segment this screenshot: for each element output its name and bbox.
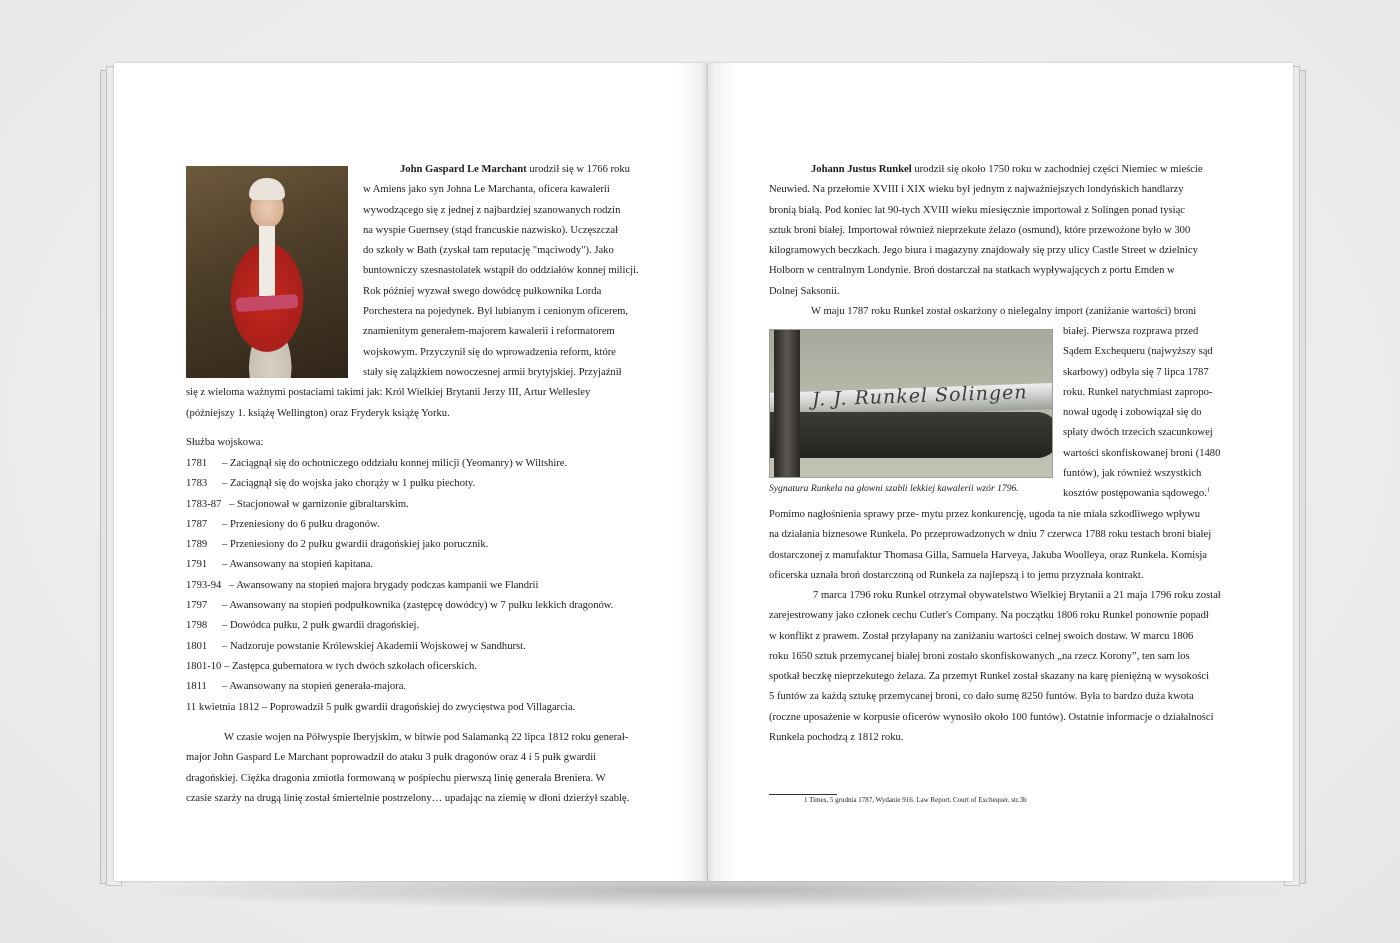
- service-row: 1787 – Przeniesiony do 6 pułku dragonów.: [186, 518, 380, 530]
- gutter-shadow-left: [677, 63, 707, 881]
- service-row-last: 11 kwietnia 1812 – Poprowadził 5 pułk gwardii dragońskiej do zwycięstwa pod Villagarcia.: [186, 701, 576, 713]
- service-row: 1793-94 – Awansowany na stopień majora brygady podczas kampanii we Flandrii: [186, 579, 539, 591]
- footnote-mark: 1: [1206, 486, 1211, 494]
- service-row: 1781 – Zaciągnął się do ochotniczego oddziału konnej milicji (Yeomanry) w Wiltshire.: [186, 458, 568, 469]
- footnote-rule: [769, 794, 837, 795]
- service-row: 1797 – Awansowany na stopień podpułkownika (zastępcę dowódcy) w 7 pułku lekkich dragonów.: [186, 600, 614, 612]
- sword-signature-image: [769, 329, 1053, 478]
- service-row: 1801 – Nadzoruje powstanie Królewskiej Akademii Wojskowej w Sandhurst.: [186, 640, 526, 652]
- salamanca-paragraph: W czasie wojen na Półwyspie Iberyjskim, w bitwie pod Salamanką 22 lipca 1812 roku generał- major John Gaspard Le Marchant poprowadził do ataku 3 pułk dragonów oraz 4 i 5 pułk gwardii dragońskiej. Ciężka dragonia zmiotła formowaną w pośpiechu pierwszą linię generała Breniera. W czasie szarży na drugą linię został śmiertelnie postrzelony… upadając na ziemię w dłoni dzierżył szablę.: [186, 732, 630, 804]
- service-row: 1783 – Zaciągnął się do wojska jako chorąży w 1 pułku piechoty.: [186, 478, 476, 490]
- court-case-column: białej. Pierwsza rozprawa przed Sądem Exchequeru (najwyższy sąd skarbowy) odbyła się 7 lipca 1787 roku. Runkel natychmiast zapropo- nował ugodę i zobowiązał się do spłaty dwóch trzecich szacunkowej wartości skonfiskowanej broni (1480 funtów), jak również wszystkich kosztów postępowania sądowego.$^1$: [1063, 326, 1221, 500]
- engraved-signature: J. J. Runkel Solingen: [811, 381, 1028, 411]
- citizenship-paragraph: 7 marca 1796 roku Runkel otrzymał obywatelstwo Wielkiej Brytanii a 21 maja 1796 roku został zarejestrowany jako członek cechu Cutler's Company. Na początku 1806 roku Runkel ponownie popadł w konflikt z prawem. Został przyłapany na zaniżaniu wartości celnej swoich dostaw. W marcu 1806 roku 1650 sztuk przemycanej białej broni zostało skonfiskowanych „na rzecz Korony”, ten sam los spotkał beczkę nieprzekutego żelaza. Za przemyt Runkel został skazany na karę pieniężną w wysokości 5 funtów za każdą sztukę przemycanej broni, co dało sumę 8250 funtów. Była to bardzo duża kwota (roczne uposażenie w korpusie oficerów wynosiło około 100 funtów). Ostatnie informacje o działalności Runkela pochodzą z 1812 roku.: [769, 590, 1221, 744]
- service-list: [186, 454, 656, 718]
- le-marchant-name: John Gaspard Le Marchant: [400, 164, 527, 175]
- service-row: 1811 – Awansowany na stopień generała-majora.: [186, 681, 407, 693]
- runkel-intro: Johann Justus Runkel urodził się około 1750 roku w zachodniej części Niemiec w mieście Neuwied. Na przełomie XVIII i XIX wieku był jednym z najważniejszych londyńskich handlarzy bronią białą. Pod koniec lat 90-tych XVIII wieku miesięcznie importował z Solingen ponad tysiąc sztuk broni białej. Importował również nieprzekute żelazo (osmund), które przewożone było w 300 kilogramowych beczkach. Jego biura i magazyny znajdowały się przy ulicy Castle Street w dzielnicy Holborn w centralnym Londynie. Broń dostarczał na statkach wypływających z portu Emden w Dolnej Saksonii. W maju 1787 roku Runkel został oskarżony o nielegalny import (zaniżanie wartości) broni: [769, 164, 1203, 318]
- service-row: 1783-87 – Stacjonował w garnizonie gibraltarskim.: [186, 498, 409, 510]
- service-heading: Służba wojskowa:: [186, 437, 264, 448]
- right-page: [708, 63, 1293, 881]
- footnote: 1 Times, 5 grudnia 1787, Wydanie 916. Law Report. Court of Exchequer. str.3b: [804, 796, 1027, 804]
- le-marchant-intro: John Gaspard Le Marchant urodził się w 1766 roku w Amiens jako syn Johna Le Marchanta, oficera kawalerii wywodzącego się z jednej z najbardziej szanowanych rodzin na wyspie Guernsey (stąd francuskie nazwisko). Uczęszczał do szkoły w Bath (zyskał tam reputację "mąciwody"). Jako buntowniczy szesnastolatek wstąpił do oddziałów konnej milicji. Rok później wyzwał swego dowódcę pułkownika Lorda Porchestera na pojedynek. Był lubianym i cenionym oficerem, znamienitym generałem-majorem kawalerii i reformatorem wojskowym. Przyczynił się do wprowadzenia reform, które stały się zalążkiem nowoczesnej armii brytyjskiej. Przyjaźnił się z wieloma ważnymi postaciami takimi jak: Król Wielkiej Brytanii Jerzy III, Artur Wellesley (późniejszy 1. książę Wellington) oraz Fryderyk książę Yorku.: [186, 164, 639, 419]
- runkel-name: Johann Justus Runkel: [811, 164, 912, 175]
- service-row: 1789 – Przeniesiony do 2 pułku gwardii dragońskiej jako porucznik.: [186, 539, 489, 551]
- image-caption: Sygnatura Runkela na głowni szabli lekkiej kawalerii wzór 1796.: [769, 483, 1019, 494]
- service-row: 1798 – Dowódca pułku, 2 pułk gwardii dragońskiej.: [186, 620, 420, 632]
- service-row: 1791 – Awansowany na stopień kapitana.: [186, 559, 374, 571]
- service-row: 1801-10 – Zastępca gubernatora w tych dwóch szkołach oficerskich.: [186, 660, 477, 672]
- left-page: [114, 63, 707, 881]
- gutter-shadow-right: [708, 63, 738, 881]
- contract-paragraph: Pomimo nagłośnienia sprawy prze- mytu przez konkurencję, ugoda ta nie miała szkodliwego wpływu na działania biznesowe Runkela. Po przeprowadzonych w dniu 7 czerwca 1788 roku testach broni białej dostarczonej z manufaktur Thomasa Gilla, Samuela Harveya, Jakuba Woolleya, oraz Runkela. Komisja oficerska uznała broń dostarczoną od Runkela za najlepszą i to jemu przyznała kontrakt.: [769, 509, 1212, 581]
